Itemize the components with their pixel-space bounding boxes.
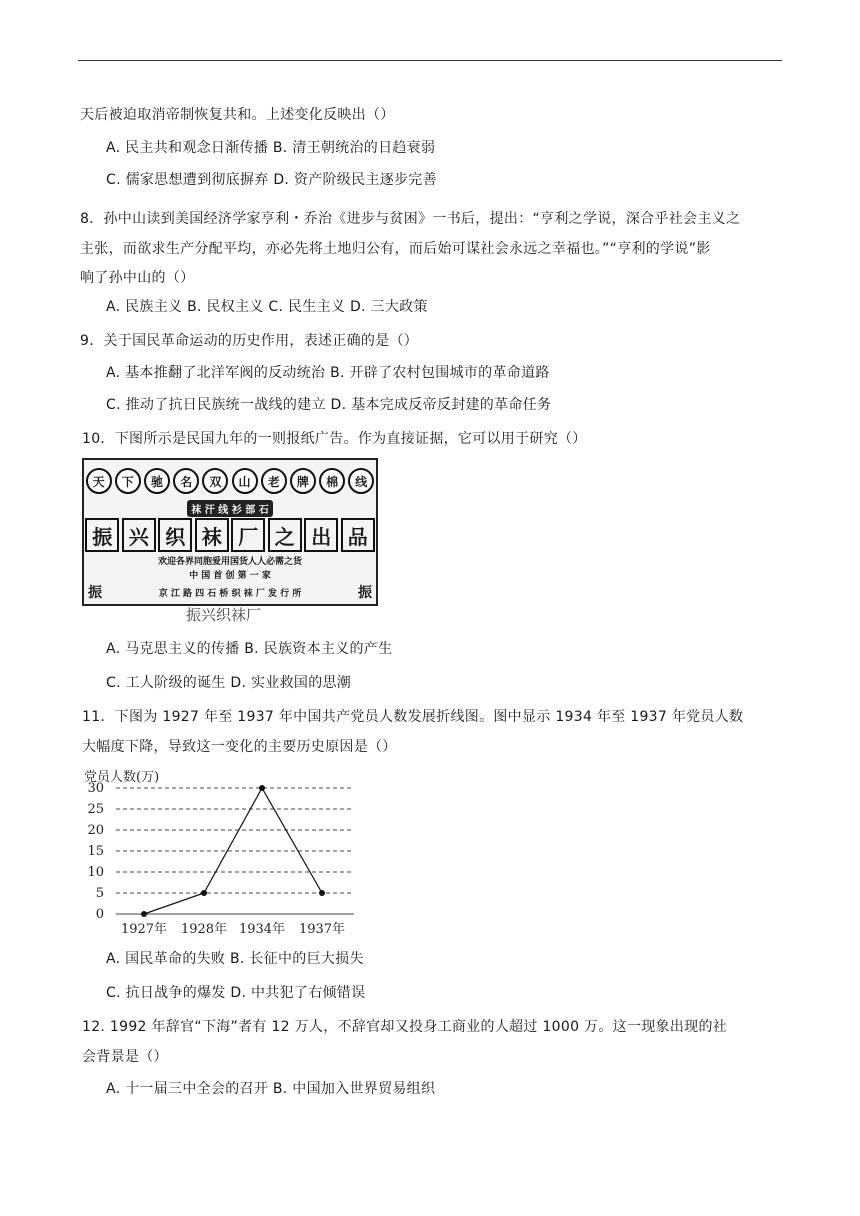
q9-stem: 9．关于国民革命运动的历史作用，表述正确的是（） — [80, 333, 419, 349]
chart-x-ticks — [121, 921, 345, 936]
advert-big-char: 出 — [304, 518, 338, 552]
q12-stem-line2: 会背景是（） — [82, 1049, 168, 1065]
q7-stem-continued: 天后被迫取消帝制恢复共和。上述变化反映出（） — [80, 107, 395, 123]
chart-y-tick-label: 15 — [87, 844, 104, 859]
chart-y-ticks — [87, 781, 104, 922]
chart-data-point — [259, 785, 265, 791]
advert-big-char: 织 — [158, 518, 192, 552]
advert-top-char: 天 — [86, 468, 112, 494]
q9-options-cd: C. 推动了抗日民族统一战线的建立 D. 基本完成反帝反封建的革命任务 — [106, 397, 552, 413]
chart-y-axis-label: 党员人数(万) — [84, 770, 160, 785]
advert-top-char: 下 — [115, 468, 141, 494]
chart-data-point — [141, 911, 147, 917]
q9-options-ab: A. 基本推翻了北洋军阀的反动统治 B. 开辟了农村包围城市的革命道路 — [106, 365, 550, 381]
advert-top-row — [84, 468, 376, 494]
advert-line-a: 欢迎各界同胞爱用国货人人必需之货 — [157, 557, 302, 567]
chart-y-tick-label: 5 — [95, 886, 104, 901]
advert-big-row — [84, 518, 376, 552]
q10-stem: 10．下图所示是民国九年的一则报纸广告。作为直接证据，它可以用于研究（） — [82, 431, 587, 447]
chart-grid — [116, 788, 354, 914]
chart-data-point — [201, 890, 207, 896]
advert-big-char: 厂 — [231, 518, 265, 552]
advert-line-c: 京 江 路 四 石 桥 织 袜 厂 发 行 所 — [158, 588, 302, 599]
advert-sub-row: 袜 汗 线 衫 部 石 — [187, 500, 272, 517]
chart-series-polyline — [144, 788, 322, 914]
chart-data-point — [319, 890, 325, 896]
q7-options-cd: C. 儒家思想遭到彻底摒弃 D. 资产阶级民主逐步完善 — [106, 172, 437, 188]
advert-big-char: 袜 — [195, 518, 229, 552]
chart-x-tick-label: 1927年 — [120, 922, 168, 936]
chart-y-tick-label: 30 — [87, 781, 104, 796]
advert-big-char: 振 — [85, 518, 119, 552]
advert-top-char: 山 — [232, 468, 258, 494]
advert-line-b: 中 国 首 创 第 一 家 — [189, 571, 271, 581]
q10-options-cd: C. 工人阶级的诞生 D. 实业救国的思潮 — [106, 675, 352, 691]
advert-big-char: 之 — [268, 518, 302, 552]
q11-options-cd: C. 抗日战争的爆发 D. 中共犯了右倾错误 — [106, 985, 366, 1001]
advert-side-left: 振 — [88, 585, 102, 601]
chart-y-tick-label: 25 — [87, 802, 104, 817]
chart-x-tick-label: 1937年 — [298, 922, 346, 936]
advert-top-char: 名 — [173, 468, 199, 494]
header-rule — [78, 60, 782, 61]
chart-y-tick-label: 20 — [87, 823, 104, 838]
chart-x-tick-label: 1928年 — [180, 922, 228, 936]
advert-top-char: 线 — [348, 468, 374, 494]
q7-options-ab: A. 民主共和观念日渐传播 B. 清王朝统治的日趋衰弱 — [106, 140, 436, 156]
q8-stem-line3: 响了孙中山的（） — [80, 270, 195, 286]
q10-options-ab: A. 马克思主义的传播 B. 民族资本主义的产生 — [106, 641, 393, 657]
q12-options-ab: A. 十一届三中全会的召开 B. 中国加入世界贸易组织 — [106, 1081, 436, 1097]
advert-top-char: 驰 — [144, 468, 170, 494]
advert-big-char: 兴 — [122, 518, 156, 552]
chart-y-tick-label: 10 — [87, 865, 104, 880]
advert-big-char: 品 — [341, 518, 375, 552]
party-members-line-chart — [82, 770, 372, 936]
q11-stem-line2: 大幅度下降，导致这一变化的主要历史原因是（） — [82, 739, 397, 755]
chart-series-line — [144, 788, 322, 914]
advert-top-char: 棉 — [319, 468, 345, 494]
q8-stem-line1: 8．孙中山读到美国经济学家亨利・乔治《进步与贫困》一书后，提出：“亨利之学说，深合乎社会主义之 — [80, 211, 741, 227]
q12-stem-line1: 12. 1992 年辞官“下海”者有 12 万人，不辞官却又投身工商业的人超过 1000 万。这一现象出现的社 — [82, 1019, 728, 1035]
newspaper-advertisement-image — [82, 458, 378, 606]
advert-side-right: 振 — [358, 585, 372, 601]
chart-y-tick-label: 0 — [95, 907, 104, 922]
advert-top-char: 双 — [202, 468, 228, 494]
advert-top-char: 老 — [261, 468, 287, 494]
q11-options-ab: A. 国民革命的失败 B. 长征中的巨大损失 — [106, 951, 364, 967]
advert-caption: 振兴织袜厂 — [186, 606, 262, 624]
advert-top-char: 牌 — [290, 468, 316, 494]
q11-stem-line1: 11．下图为 1927 年至 1937 年中国共产党员人数发展折线图。图中显示 1934 年至 1937 年党员人数 — [82, 709, 744, 725]
q8-options: A. 民族主义 B. 民权主义 C. 民生主义 D. 三大政策 — [106, 299, 428, 315]
q8-stem-line2: 主张，而欲求生产分配平均，亦必先将土地归公有，而后始可谋社会永远之幸福也。”“亨利的学说”影 — [80, 241, 711, 257]
chart-x-tick-label: 1934年 — [238, 922, 286, 936]
